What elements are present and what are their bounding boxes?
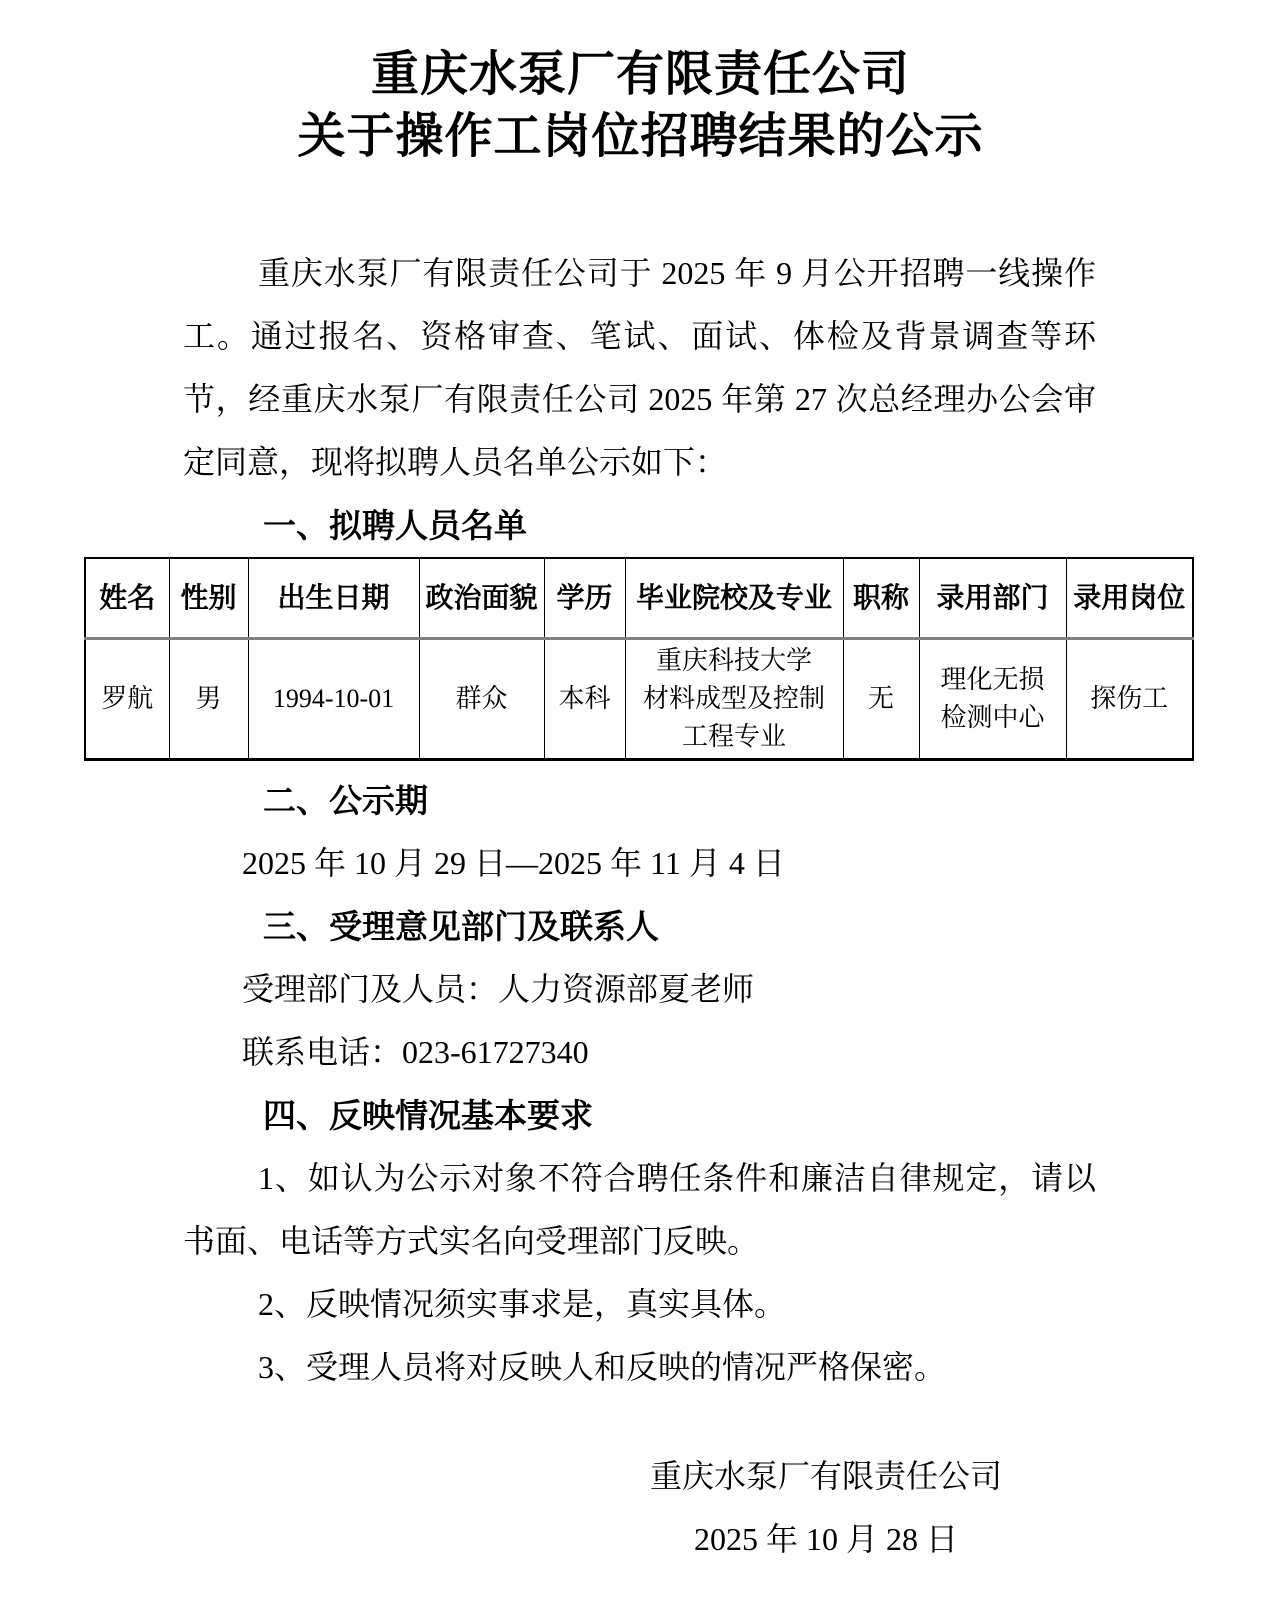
table-header-cell: 录用部门	[919, 558, 1066, 638]
document-title	[0, 0, 1281, 168]
recruit-table-body	[85, 638, 1193, 759]
table-cell-school-major-lines: 重庆科技大学 材料成型及控制 工程专业	[625, 638, 843, 759]
table-header-cell: 政治面貌	[419, 558, 544, 638]
table-cell-name: 罗航	[85, 638, 169, 759]
document-title-line2: 关于操作工岗位招聘结果的公示	[297, 110, 984, 163]
post-table-sections	[84, 769, 1192, 1399]
requirement-item-2: 2、反映情况须实事求是，真实具体。	[258, 1285, 787, 1322]
intro-paragraph: 重庆水泵厂有限责任公司于 2025 年 9 月公开招聘一线操作工。通过报名、资格审查、笔试、面试、体检及背景调查等环节，经重庆水泵厂有限责任公司 2025 年第 27 次总经理办公会审定同意，现将拟聘人员名单公示如下：	[183, 255, 1096, 480]
table-cell-education: 本科	[544, 638, 625, 759]
table-header-cell: 性别	[169, 558, 248, 638]
table-cell-political-status: 群众	[419, 638, 544, 759]
requirement-item-1: 1、如认为公示对象不符合聘任条件和廉洁自律规定，请以书面、电话等方式实名向受理部门反映。	[183, 1159, 1096, 1259]
signature-date-line: 2025 年 10 月 28 日	[693, 1520, 958, 1557]
table-header-cell: 学历	[544, 558, 625, 638]
table-header-cell: 毕业院校及专业	[625, 558, 843, 638]
table-cell-gender: 男	[169, 638, 248, 759]
table-cell-position: 探伤工	[1066, 638, 1193, 759]
recruit-table-head-row	[85, 558, 1193, 638]
section-1-heading: 一、拟聘人员名单	[263, 507, 527, 544]
contact-phone-line: 联系电话：023-61727340	[242, 1033, 589, 1070]
table-header-cell: 姓名	[85, 558, 169, 638]
table-header-cell: 录用岗位	[1066, 558, 1193, 638]
section-3-heading: 三、受理意见部门及联系人	[263, 907, 659, 945]
recruit-table	[84, 557, 1194, 761]
table-row	[85, 638, 1193, 759]
contact-person-line: 受理部门及人员：人力资源部夏老师	[242, 970, 755, 1007]
signature-company-line: 重庆水泵厂有限责任公司	[649, 1457, 1002, 1494]
publicity-period-text: 2025 年 10 月 29 日—2025 年 11 月 4 日	[242, 844, 785, 881]
section-4-heading: 四、反映情况基本要求	[263, 1096, 593, 1134]
signature-block	[560, 1445, 1092, 1571]
document-body	[84, 242, 1192, 1571]
table-header-cell: 职称	[843, 558, 919, 638]
table-header-cell: 出生日期	[248, 558, 419, 638]
requirement-item-3: 3、受理人员将对反映人和反映的情况严格保密。	[258, 1348, 947, 1385]
table-cell-professional-title: 无	[843, 638, 919, 759]
section-2-heading: 二、公示期	[263, 781, 428, 819]
table-cell-department-lines: 理化无损 检测中心	[919, 638, 1066, 759]
table-cell-birth-date: 1994-10-01	[248, 638, 419, 759]
document-title-line1: 重庆水泵厂有限责任公司	[370, 48, 910, 101]
